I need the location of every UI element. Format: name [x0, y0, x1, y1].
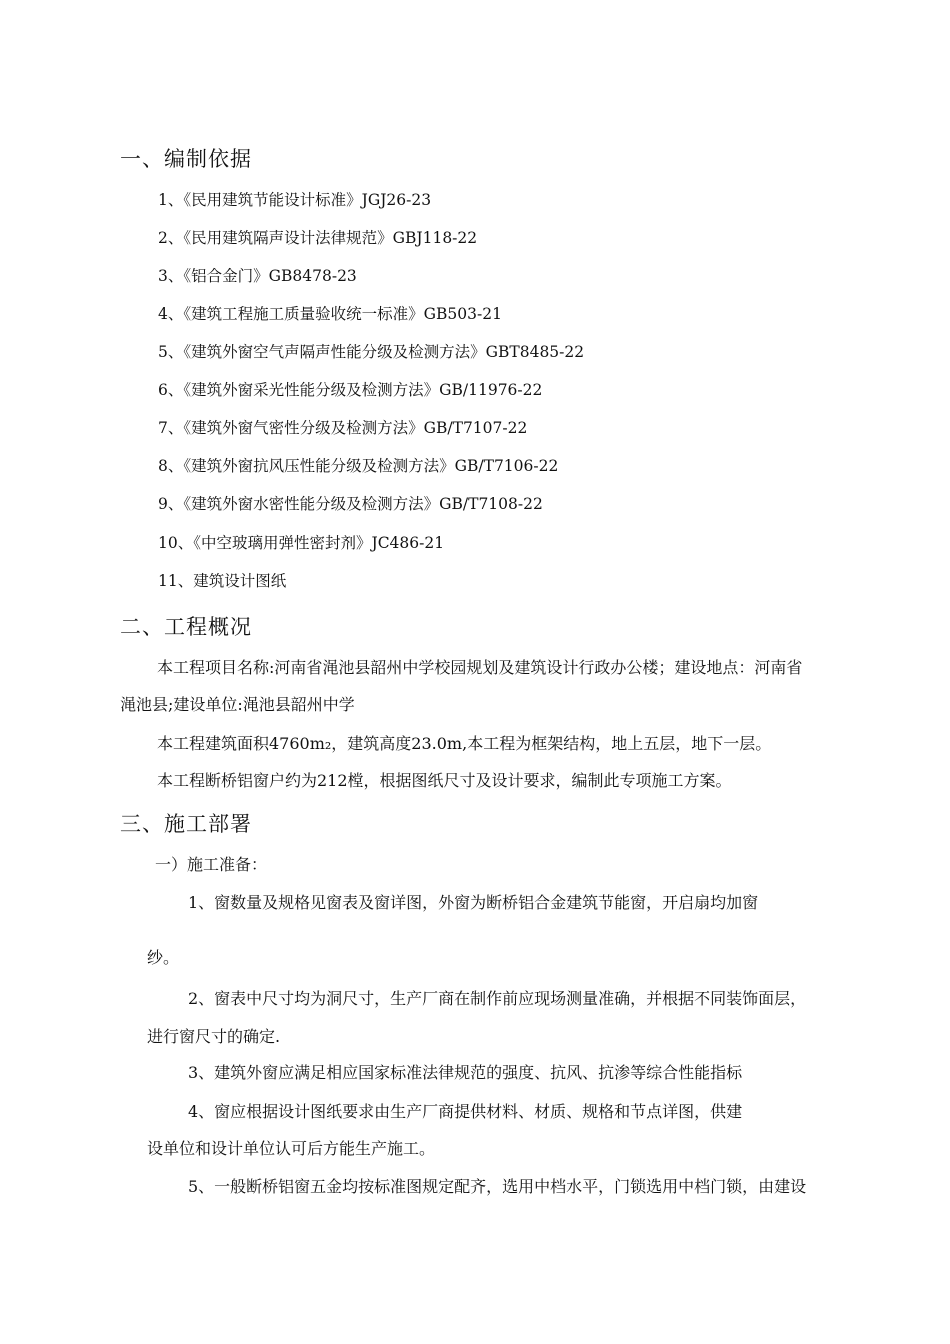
section-heading-overview: 二、工程概况	[120, 615, 252, 639]
section-heading-basis: 一、编制依据	[120, 147, 252, 171]
overview-paragraph: 本工程断桥铝窗户约为212樘，根据图纸尺寸及设计要求，编制此专项施工方案。	[157, 771, 732, 790]
reference-item: 6、《建筑外窗采光性能分级及检测方法》GB/11976-22	[158, 381, 543, 399]
overview-paragraph: 本工程建筑面积4760m₂，建筑高度23.0m,本工程为框架结构，地上五层，地下一层。	[157, 734, 772, 753]
deployment-item-line: 设单位和设计单位认可后方能生产施工。	[147, 1139, 436, 1158]
section-heading-deployment: 三、施工部署	[120, 812, 252, 836]
reference-item: 1、《民用建筑节能设计标准》JGJ26-23	[158, 191, 432, 209]
reference-item: 10、《中空玻璃用弹性密封剂》JC486-21	[158, 534, 445, 552]
subsection-heading: 一）施工准备：	[155, 855, 268, 874]
deployment-item-line: 2、窗表中尺寸均为洞尺寸，生产厂商在制作前应现场测量准确，并根据不同装饰面层，	[188, 989, 807, 1008]
deployment-item-line: 纱。	[147, 948, 180, 967]
reference-item: 11、建筑设计图纸	[158, 572, 287, 590]
deployment-item-line: 4、窗应根据设计图纸要求由生产厂商提供材料、材质、规格和节点详图，供建	[188, 1102, 743, 1121]
reference-item: 8、《建筑外窗抗风压性能分级及检测方法》GB/T7106-22	[158, 457, 559, 475]
reference-item: 3、《铝合金门》GB8478-23	[158, 267, 357, 285]
reference-item: 5、《建筑外窗空气声隔声性能分级及检测方法》GBT8485-22	[158, 343, 585, 361]
reference-item: 2、《民用建筑隔声设计法律规范》GBJ118-22	[158, 229, 478, 247]
reference-item: 7、《建筑外窗气密性分级及检测方法》GB/T7107-22	[158, 419, 528, 437]
deployment-item-line: 进行窗尺寸的确定.	[147, 1027, 281, 1046]
reference-item: 9、《建筑外窗水密性能分级及检测方法》GB/T7108-22	[158, 495, 543, 513]
overview-paragraph-line: 渑池县;建设单位:渑池县韶州中学	[120, 695, 355, 714]
deployment-item: 5、一般断桥铝窗五金均按标准图规定配齐，选用中档水平，门锁选用中档门锁，由建设	[188, 1177, 807, 1196]
deployment-item-line: 1、窗数量及规格见窗表及窗详图，外窗为断桥铝合金建筑节能窗，开启扇均加窗	[188, 893, 759, 912]
deployment-item: 3、建筑外窗应满足相应国家标准法律规范的强度、抗风、抗渗等综合性能指标	[188, 1063, 743, 1082]
overview-paragraph-line: 本工程项目名称:河南省渑池县韶州中学校园规划及建筑设计行政办公楼；建设地点：河南省	[157, 658, 803, 677]
reference-item: 4、《建筑工程施工质量验收统一标准》GB503-21	[158, 305, 502, 323]
